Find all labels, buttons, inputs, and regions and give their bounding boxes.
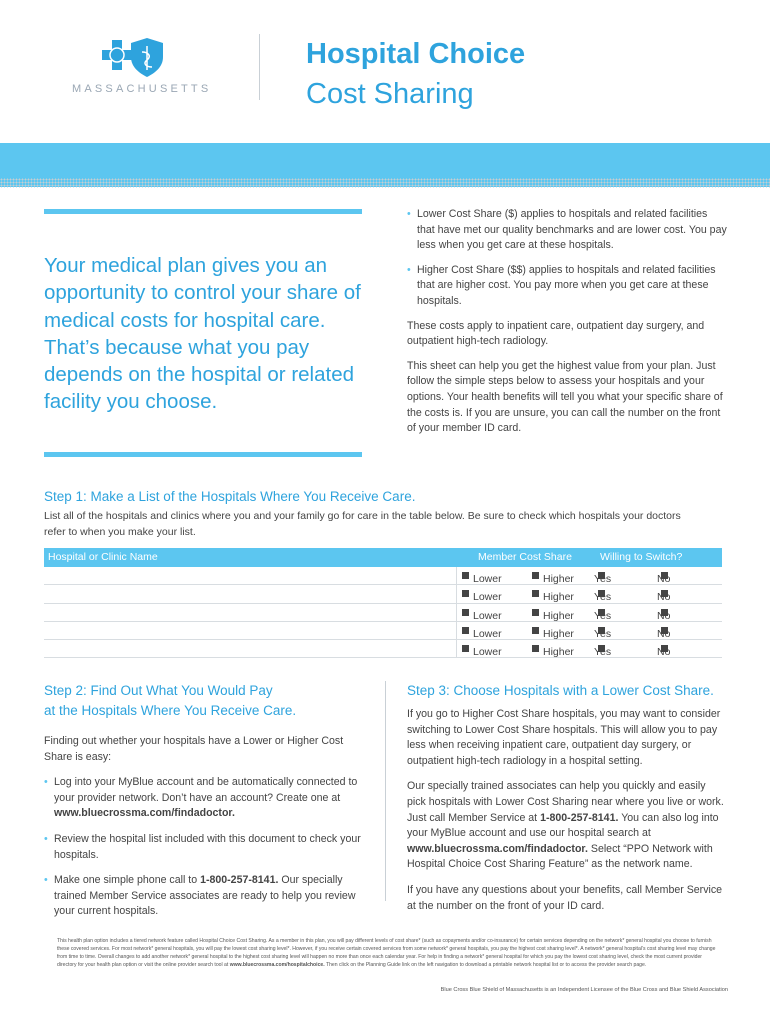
col-willing-to-switch: Willing to Switch?: [600, 551, 683, 563]
checkbox-icon: [532, 590, 539, 597]
step1-body: List all of the hospitals and clinics where you and your family go for care in the table below. Be sure to check which hospitals your doctors refer to when you make your list.: [44, 510, 681, 538]
bullet-icon: •: [44, 874, 48, 887]
table-row: [44, 640, 722, 658]
intro-rule-bottom: [44, 452, 362, 457]
no-checkbox[interactable]: No: [657, 627, 671, 640]
no-checkbox[interactable]: No: [657, 573, 671, 585]
intro-text: Your medical plan gives you an opportunity to control your share of medical costs for hospital care. That’s because what you pay depends on the hospital or related facility you choose.: [44, 254, 361, 414]
checkbox-icon: [532, 572, 539, 579]
table-header: [44, 548, 722, 567]
higher-checkbox[interactable]: Higher: [532, 625, 543, 637]
higher-checkbox[interactable]: Higher: [532, 643, 543, 655]
cell-divider: [456, 567, 457, 584]
cell-divider: [456, 622, 457, 639]
footer-disclaimer: Blue Cross Blue Shield of Massachusetts is an Independent Licensee of the Blue Cross and Blue Shield Association: [440, 987, 728, 993]
yes-checkbox[interactable]: Yes: [594, 591, 612, 604]
col-hospital-name: Hospital or Clinic Name: [48, 551, 158, 563]
no-checkbox[interactable]: No: [657, 591, 671, 604]
table-row: [44, 585, 722, 603]
checkbox-icon: [532, 627, 539, 634]
lower-checkbox[interactable]: Lower: [462, 643, 473, 655]
step2-bullet-myblue: • Log into your MyBlue account and be automatically connected to your provider network. Don’t have an account? Create one at www.bluecrossma.com/findadoctor.: [44, 776, 358, 820]
header-divider: [259, 34, 260, 100]
step2-title-line1: Step 2: Find Out What You Would Pay: [44, 683, 273, 698]
bullet-icon: •: [407, 208, 411, 220]
column-divider: [385, 681, 386, 901]
checkbox-icon: [462, 609, 469, 616]
no-checkbox[interactable]: No: [657, 609, 671, 622]
bullet-lower-cost: • Lower Cost Share ($) applies to hospitals and related facilities that have met our quality benchmarks and are lower cost. You pay less when you get care at these hospitals.: [407, 208, 727, 252]
yes-checkbox[interactable]: Yes: [594, 646, 612, 659]
cell-divider: [456, 640, 457, 657]
step3-para-switch: If you go to Higher Cost Share hospitals, you may want to consider switching to Lower Cost Share hospitals. This will allow you to pay less when receiving inpatient care, outpatient day surgery, or outpatient high-tech radiology in a hospital setting.: [407, 708, 721, 767]
phone-number[interactable]: 1-800-257-8141.: [200, 874, 279, 887]
checkbox-icon: [532, 645, 539, 652]
lower-checkbox[interactable]: Lower: [462, 588, 473, 600]
checkbox-icon: [462, 627, 469, 634]
table-row: [44, 622, 722, 640]
step2-bullet-call: • Make one simple phone call to 1-800-257-8141. Our specially trained Member Service associates are ready to help you review your current hospitals.: [44, 874, 356, 918]
lower-checkbox[interactable]: Lower: [462, 607, 473, 619]
sheet-help-text: This sheet can help you get the highest value from your plan. Just follow the simple steps below to assess your hospitals and your options. Your health benefits will tell you what your specific share of the costs is. If you are unsure, you can call the number on the front of your member ID card.: [407, 359, 723, 435]
hospitalchoice-link[interactable]: www.bluecrossma.com/hospitalchoice.: [229, 962, 325, 968]
header: [0, 0, 770, 120]
cell-divider: [456, 604, 457, 621]
no-checkbox[interactable]: No: [657, 646, 671, 659]
costs-apply-text: These costs apply to inpatient care, outpatient day surgery, and outpatient high-tech radiology.: [407, 319, 705, 348]
checkbox-icon: [532, 609, 539, 616]
checkbox-icon: [462, 572, 469, 579]
step3-section: [407, 681, 727, 924]
phone-number[interactable]: 1-800-257-8141.: [540, 811, 619, 824]
checkbox-icon: [462, 645, 469, 652]
hospital-table: [44, 548, 722, 658]
step1-title: Step 1: Make a List of the Hospitals Where You Receive Care.: [44, 489, 416, 504]
cost-share-explanation: [407, 207, 727, 446]
col-member-cost-share: Member Cost Share: [478, 551, 572, 563]
cell-divider: [456, 585, 457, 602]
bullet-higher-cost: • Higher Cost Share ($$) applies to hospitals and related facilities that are higher cost. You pay more when you get care at these hospitals.: [407, 263, 716, 307]
table-row: [44, 604, 722, 622]
fine-print: This health plan option includes a tiered network feature called Hospital Choice Cost Sharing. As a member in this plan, you will pay different levels of cost share* (such as copayments and/or co-insurance) for certain services depending on the network* general hospital you choose to furnish these covered services. For most network* general hospitals, you will pay the lowest cost sharing level*. However, if you receive certain covered services from some network* general hospitals, you pay the highest cost sharing level*. A network* general hospital’s cost sharing level may change from time to time. Overall changes to add another network* general hospital to the highest cost sharing level will happen no more than once each calendar year. For help in finding a network* general hospital for which you pay the lowest cost sharing level, check the most current provider directory for your health plan option or visit the online provider search tool at www.bluecrossma.com/hospitalchoice. Then click on the Planning Guide link on the left navigation to download a printable network hospital list or to access the provider search page.: [57, 938, 716, 968]
yes-checkbox[interactable]: Yes: [594, 573, 612, 585]
logo-text: MASSACHUSETTS: [72, 83, 212, 95]
higher-checkbox[interactable]: Higher: [532, 588, 543, 600]
dotted-divider: [0, 178, 770, 188]
higher-checkbox[interactable]: Higher: [532, 570, 543, 582]
intro-rule-top: [44, 209, 362, 214]
higher-checkbox[interactable]: Higher: [532, 607, 543, 619]
lower-checkbox[interactable]: Lower: [462, 570, 473, 582]
findadoctor-link[interactable]: www.bluecrossma.com/findadoctor.: [54, 807, 235, 820]
step3-para-questions: If you have any questions about your benefits, call Member Service at the number on the front of your ID card.: [407, 883, 723, 912]
table-row: [44, 567, 722, 585]
checkbox-icon: [462, 590, 469, 597]
step2-title-line2: at the Hospitals Where You Receive Care.: [44, 703, 297, 718]
yes-checkbox[interactable]: Yes: [594, 609, 612, 622]
bullet-icon: •: [407, 263, 411, 276]
page-title: Hospital Choice: [306, 38, 526, 70]
step2-section: [44, 681, 364, 930]
step3-para-associates: Our specially trained associates can help you quickly and easily pick hospitals with Lower Cost Sharing near where you live or work. Just call Member Service at 1-800-257-8141. You can also log into your MyBlue account and use our hospital search at www.bluecrossma.com/findadoctor. Select “PPO Network with Hospital Choice Cost Sharing Feature” as the network name.: [407, 780, 724, 871]
step2-intro: Finding out whether your hospitals have a Lower or Higher Cost Share is easy:: [44, 735, 344, 763]
findadoctor-link[interactable]: www.bluecrossma.com/findadoctor.: [407, 842, 588, 855]
bullet-icon: •: [44, 776, 48, 789]
bullet-icon: •: [44, 832, 48, 845]
yes-checkbox[interactable]: Yes: [594, 627, 612, 640]
page-subtitle: Cost Sharing: [306, 78, 474, 110]
step2-bullet-review: • Review the hospital list included with this document to check your hospitals.: [44, 832, 361, 861]
step3-title: Step 3: Choose Hospitals with a Lower Cost Share.: [407, 683, 714, 698]
lower-checkbox[interactable]: Lower: [462, 625, 473, 637]
